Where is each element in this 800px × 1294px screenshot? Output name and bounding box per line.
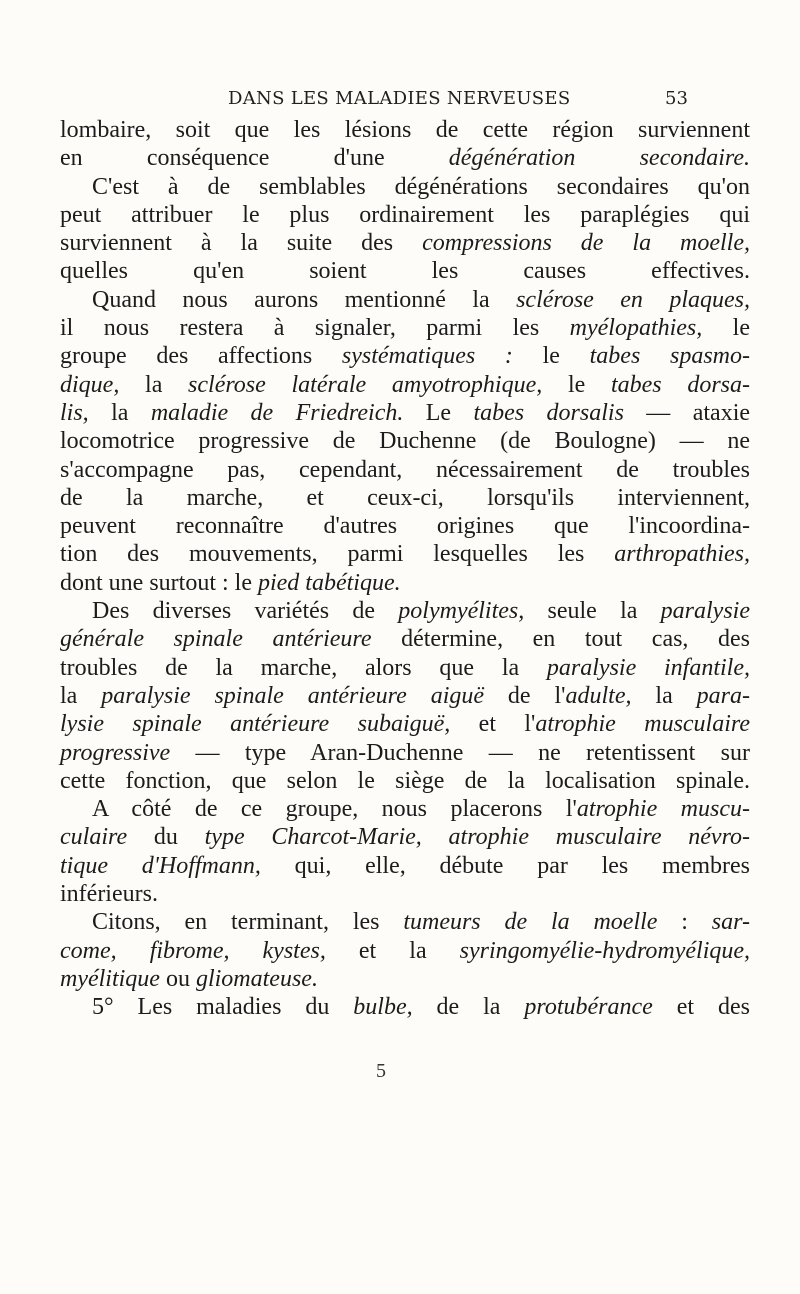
text-line	[60, 512, 750, 540]
italic-term: sclérose en plaques,	[516, 286, 750, 313]
running-title: DANS LES MALADIES NERVEUSES	[228, 88, 571, 109]
text-line	[60, 257, 750, 285]
text-line	[60, 739, 750, 767]
text-line	[60, 540, 750, 568]
text-line	[60, 371, 750, 399]
italic-term: tabes spasmo-	[589, 343, 750, 370]
text-run: peuvent reconnaître d'autres origines que l'incoordina-	[60, 513, 750, 540]
italic-term: culaire	[60, 824, 128, 851]
text-run: Des diverses variétés de	[92, 598, 399, 625]
text-line	[60, 456, 750, 484]
text-run: dont une surtout : le	[60, 569, 258, 596]
text-line	[60, 427, 750, 455]
text-line	[60, 682, 750, 710]
text-run: la	[60, 682, 102, 709]
italic-term: maladie de Friedreich.	[150, 399, 404, 426]
text-line	[60, 767, 750, 795]
text-run: Quand nous aurons mentionné la	[92, 286, 517, 313]
italic-term: systématiques :	[341, 343, 513, 370]
text-line	[60, 880, 750, 908]
text-run: la	[88, 399, 151, 426]
text-run: C'est à de semblables dégénérations secondaires qu'on	[92, 173, 750, 200]
text-run: ou	[159, 965, 196, 992]
text-run: cette fonction, que selon le siège de la localisation spinale.	[60, 767, 750, 794]
text-run: et la	[325, 937, 460, 964]
text-run: de la marche, et ceux-ci, lorsqu'ils interviennent,	[60, 484, 750, 511]
italic-term: dique,	[60, 371, 120, 398]
text-line	[60, 993, 750, 1021]
text-run: le	[702, 315, 750, 342]
page-number: 53	[665, 88, 688, 109]
italic-term: para-	[696, 682, 750, 709]
italic-term: atrophie musculaire	[535, 711, 750, 738]
italic-term: progressive	[60, 739, 171, 766]
body-text	[60, 116, 750, 1022]
text-run: la	[119, 371, 189, 398]
text-run: le	[512, 343, 590, 370]
text-run: lombaire, soit que les lésions de cette région surviennent	[60, 117, 750, 143]
italic-term: myélopathies,	[569, 315, 703, 342]
text-run: il nous restera à signaler, parmi les	[60, 315, 570, 342]
text-run: détermine, en tout cas, des	[371, 626, 750, 653]
text-run: de l'	[484, 682, 566, 709]
text-line	[60, 597, 750, 625]
italic-term: bulbe,	[353, 994, 413, 1021]
text-line	[60, 654, 750, 682]
text-line	[60, 852, 750, 880]
italic-term: générale spinale antérieure	[60, 626, 372, 653]
text-run: 5° Les maladies du	[92, 994, 354, 1021]
italic-term: polymyélites,	[398, 598, 525, 625]
italic-term: sclérose latérale amyotrophique,	[188, 371, 543, 398]
text-line	[60, 625, 750, 653]
text-run: du	[127, 824, 205, 851]
text-line	[60, 710, 750, 738]
italic-term: dégénération secondaire.	[448, 145, 751, 172]
italic-term: syringomyélie-hydromyélique,	[459, 937, 751, 964]
text-line	[60, 173, 750, 201]
text-run: A côté de ce groupe, nous placerons l'	[92, 796, 577, 823]
text-line	[60, 569, 750, 597]
text-run: tion des mouvements, parmi lesquelles les	[60, 541, 615, 568]
text-line	[60, 965, 750, 993]
italic-term: myélitique	[60, 965, 160, 992]
italic-term: paralysie infantile,	[546, 654, 751, 681]
text-run: quelles qu'en soient les causes effectives.	[60, 258, 750, 285]
italic-term: paralysie spinale antérieure aiguë	[101, 682, 485, 709]
text-run: la	[631, 682, 697, 709]
text-line	[60, 286, 750, 314]
text-run: et l'	[450, 711, 536, 738]
text-line	[60, 229, 750, 257]
text-run: inférieurs.	[60, 881, 158, 908]
text-run: le	[542, 371, 611, 398]
text-run: — ataxie	[623, 399, 751, 426]
italic-term: compressions de la moelle,	[422, 230, 750, 257]
italic-term: lis,	[60, 399, 89, 426]
running-header	[0, 88, 800, 118]
text-line	[60, 201, 750, 229]
text-run: en conséquence d'une	[60, 145, 449, 172]
text-line	[60, 342, 750, 370]
text-run: :	[657, 909, 712, 936]
text-run: Citons, en terminant, les	[92, 909, 404, 936]
text-line	[60, 399, 750, 427]
italic-term: atrophie muscu-	[576, 796, 750, 823]
italic-term: come, fibrome, kystes,	[60, 937, 326, 964]
text-line	[60, 937, 750, 965]
italic-term: arthropathies,	[614, 541, 750, 568]
italic-term: tabes dorsalis	[473, 399, 624, 426]
italic-term: adulte,	[565, 682, 632, 709]
text-run: peut attribuer le plus ordinairement les paraplégies qui	[60, 201, 750, 228]
text-run: de la	[412, 994, 525, 1021]
italic-term: tabes dorsa-	[610, 371, 751, 398]
italic-term: protubérance	[524, 994, 653, 1021]
text-line	[60, 908, 750, 936]
text-run: Le	[403, 399, 474, 426]
text-run: s'accompagne pas, cependant, nécessairement de troubles	[60, 456, 750, 483]
text-run: troubles de la marche, alors que la	[60, 654, 547, 681]
text-line	[60, 144, 750, 172]
text-line	[60, 823, 750, 851]
text-run: — type Aran-Duchenne — ne retentissent sur	[170, 739, 750, 766]
text-run: locomotrice progressive de Duchenne (de Boulogne) — ne	[60, 428, 750, 455]
text-run: qui, elle, débute par les membres	[260, 852, 751, 879]
italic-term: sar-	[711, 909, 750, 936]
italic-term: tumeurs de la moelle	[403, 909, 658, 936]
italic-term: type Charcot-Marie, atrophie musculaire névro-	[204, 824, 751, 851]
text-run: surviennent à la suite des	[60, 230, 423, 257]
italic-term: paralysie	[660, 598, 750, 625]
italic-term: lysie spinale antérieure subaiguë,	[60, 711, 451, 738]
text-run: et des	[652, 994, 750, 1021]
signature-mark: 5	[376, 1060, 386, 1082]
italic-term: tique d'Hoffmann,	[60, 852, 261, 879]
text-line	[60, 795, 750, 823]
italic-term: pied tabétique.	[257, 569, 401, 596]
text-line	[60, 116, 750, 144]
italic-term: gliomateuse.	[195, 965, 318, 992]
text-line	[60, 314, 750, 342]
text-run: seule la	[524, 598, 661, 625]
text-line	[60, 484, 750, 512]
text-run: groupe des affections	[60, 343, 342, 370]
